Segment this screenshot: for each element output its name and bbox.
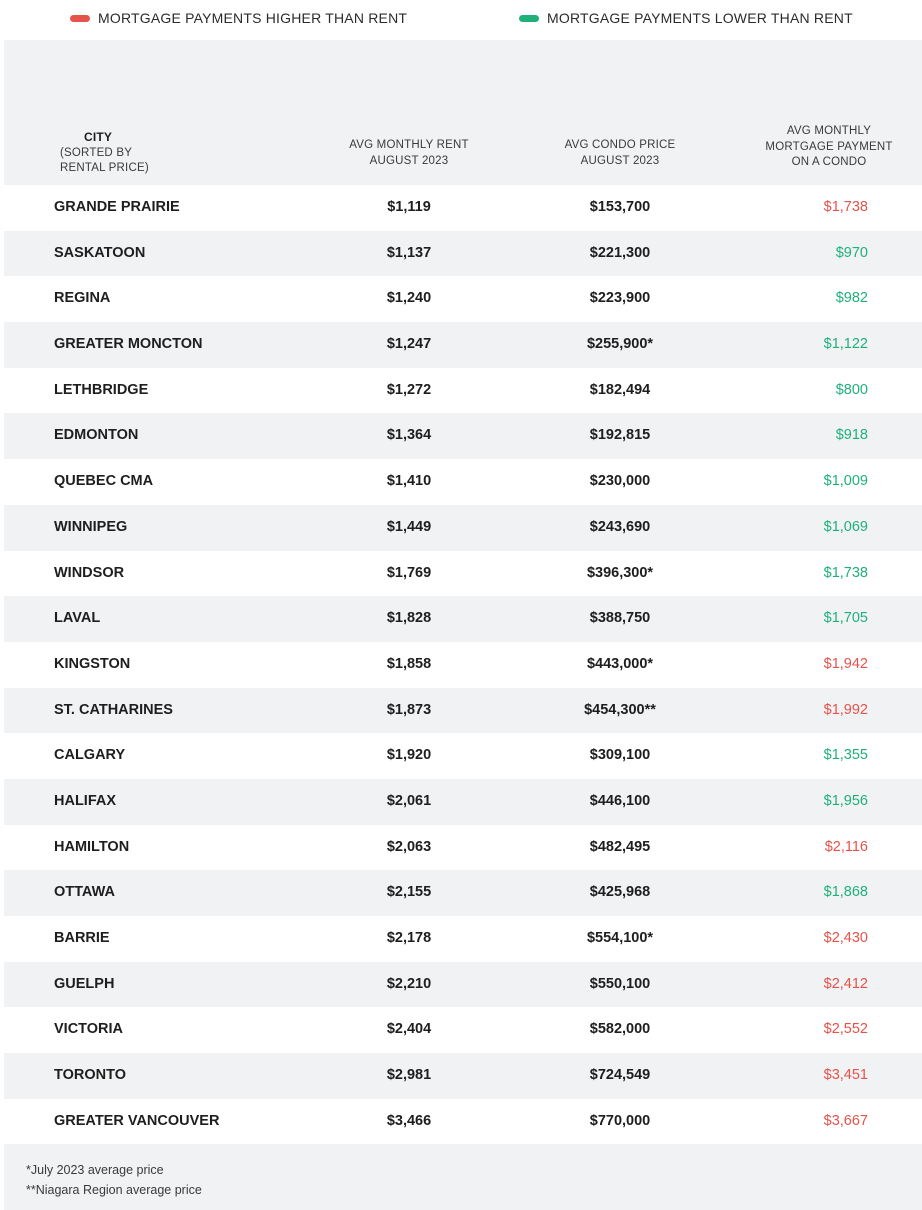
cell-rent: $1,272 (386, 381, 432, 398)
cell-rent: $1,137 (386, 244, 432, 261)
table-row (4, 551, 922, 597)
table-row (4, 185, 922, 231)
legend-item-higher (70, 9, 407, 27)
cell-price: $425,968 (589, 884, 651, 901)
cell-mortgage: $1,069 (823, 518, 868, 535)
cell-price: $554,100* (586, 930, 654, 946)
cell-rent: $2,061 (386, 792, 432, 809)
cell-price: $243,690 (589, 518, 651, 535)
cell-city: KINGSTON (54, 655, 131, 672)
header-city-title: CITY (84, 130, 113, 144)
table-row (4, 459, 922, 505)
cell-city: WINNIPEG (54, 518, 128, 535)
cell-price: $443,000* (586, 655, 654, 672)
cell-price: $770,000 (589, 1112, 651, 1129)
cell-city: WINDSOR (54, 564, 125, 581)
cell-mortgage: $1,705 (823, 610, 868, 627)
header-price-line2: AUGUST 2023 (580, 154, 660, 167)
cell-mortgage: $1,738 (823, 564, 868, 581)
cell-rent: $1,449 (386, 518, 432, 535)
cell-city: REGINA (54, 290, 111, 307)
cell-mortgage: $1,992 (823, 701, 868, 718)
cell-price: $153,700 (589, 199, 651, 215)
table-row (4, 276, 922, 322)
header-rent-line2: AUGUST 2023 (369, 154, 449, 167)
cell-price: $724,549 (589, 1067, 651, 1084)
cell-mortgage: $800 (835, 381, 868, 398)
legend-label-higher: MORTGAGE PAYMENTS HIGHER THAN RENT (98, 10, 408, 26)
cell-rent: $1,873 (386, 701, 432, 718)
cell-rent: $2,404 (386, 1021, 432, 1038)
cell-city: SASKATOON (54, 244, 146, 261)
cell-city: CALGARY (54, 747, 126, 764)
cell-price: $582,000 (589, 1021, 651, 1038)
table-row (4, 505, 922, 551)
cell-price: $221,300 (589, 244, 651, 261)
table-row (4, 642, 922, 688)
table-row (4, 870, 922, 916)
legend-swatch-green (519, 15, 539, 22)
cell-price: $192,815 (589, 427, 651, 444)
cell-mortgage: $1,738 (823, 199, 868, 215)
cell-mortgage: $2,552 (823, 1021, 868, 1038)
header-price (545, 138, 695, 169)
table-row (4, 825, 922, 871)
cell-price: $223,900 (589, 290, 651, 307)
cell-city: GRANDE PRAIRIE (54, 199, 180, 215)
cell-mortgage: $1,868 (823, 884, 868, 901)
cell-mortgage: $970 (835, 244, 868, 261)
table-row (4, 1053, 922, 1099)
cell-price: $454,300** (584, 701, 656, 718)
cell-city: VICTORIA (54, 1021, 124, 1038)
cell-city: LETHBRIDGE (54, 381, 149, 398)
footnote-july: *July 2023 average price (26, 1163, 164, 1177)
cell-mortgage: $3,451 (823, 1067, 868, 1084)
cell-city: OTTAWA (54, 884, 115, 901)
cell-mortgage: $1,355 (823, 747, 868, 764)
cell-price: $230,000 (589, 473, 651, 490)
cell-rent: $1,410 (386, 473, 432, 490)
cell-city: TORONTO (54, 1067, 126, 1084)
table-row (4, 1007, 922, 1053)
legend-swatch-red (70, 15, 90, 22)
cell-mortgage: $1,942 (823, 655, 868, 672)
cell-rent: $1,119 (387, 199, 431, 215)
header-city (60, 130, 149, 177)
cell-rent: $2,210 (386, 975, 432, 992)
cell-rent: $1,364 (386, 427, 432, 444)
table-row (4, 1099, 922, 1145)
table-row (4, 322, 922, 368)
cell-mortgage: $1,122 (823, 336, 868, 353)
cell-city: GREATER VANCOUVER (54, 1112, 220, 1129)
cell-rent: $1,828 (386, 610, 432, 627)
rent-vs-mortgage-table (4, 40, 922, 1144)
cell-price: $396,300* (586, 564, 654, 581)
cell-mortgage: $1,009 (823, 473, 868, 490)
legend-item-lower (519, 9, 853, 27)
table-row (4, 962, 922, 1008)
cell-city: ST. CATHARINES (54, 701, 173, 718)
table-row (4, 596, 922, 642)
header-city-line2: (SORTED BY (60, 146, 133, 159)
header-mortgage-line2: MORTGAGE PAYMENT (765, 140, 893, 153)
header-price-line1: AVG CONDO PRICE (564, 139, 676, 151)
cell-price: $255,900* (586, 336, 654, 353)
cell-rent: $2,981 (386, 1067, 432, 1084)
cell-city: BARRIE (54, 930, 110, 946)
cell-price: $446,100 (589, 792, 651, 809)
header-mortgage (739, 124, 919, 171)
cell-city: QUEBEC CMA (54, 473, 154, 490)
header-mortgage-line3: ON A CONDO (791, 156, 867, 168)
cell-price: $388,750 (589, 610, 651, 627)
header-city-line3: RENTAL PRICE) (60, 162, 149, 174)
cell-rent: $1,920 (386, 747, 432, 764)
cell-price: $309,100 (589, 747, 651, 764)
header-rent (334, 138, 484, 169)
cell-city: GUELPH (54, 975, 115, 992)
cell-mortgage: $2,412 (823, 975, 868, 992)
table-body (4, 185, 922, 1144)
cell-rent: $1,769 (386, 564, 432, 581)
cell-mortgage: $982 (835, 290, 868, 307)
cell-rent: $1,858 (386, 655, 432, 672)
cell-rent: $2,063 (386, 838, 432, 855)
header-mortgage-line1: AVG MONTHLY (786, 125, 872, 137)
cell-rent: $1,240 (386, 290, 432, 307)
cell-rent: $2,155 (386, 884, 432, 901)
cell-rent: $2,178 (386, 930, 432, 946)
cell-city: HALIFAX (54, 792, 117, 809)
table-row (4, 916, 922, 962)
table-row (4, 779, 922, 825)
legend (0, 0, 922, 38)
table-row (4, 733, 922, 779)
cell-mortgage: $2,430 (823, 930, 868, 946)
cell-city: LAVAL (54, 610, 101, 627)
cell-rent: $1,247 (386, 336, 432, 353)
cell-city: GREATER MONCTON (54, 336, 203, 353)
cell-city: HAMILTON (54, 838, 130, 855)
table-header (4, 40, 922, 185)
cell-mortgage: $2,116 (824, 838, 868, 855)
header-rent-line1: AVG MONTHLY RENT (349, 139, 469, 151)
cell-rent: $3,466 (386, 1112, 432, 1129)
table-row (4, 231, 922, 277)
table-row (4, 688, 922, 734)
legend-label-lower: MORTGAGE PAYMENTS LOWER THAN RENT (547, 10, 853, 26)
cell-mortgage: $3,667 (823, 1112, 868, 1129)
cell-price: $182,494 (589, 381, 651, 398)
cell-price: $482,495 (589, 838, 651, 855)
cell-city: EDMONTON (54, 427, 139, 444)
cell-price: $550,100 (589, 975, 651, 992)
table-row (4, 413, 922, 459)
footnotes (4, 1144, 922, 1210)
cell-mortgage: $1,956 (823, 792, 868, 809)
table-row (4, 368, 922, 414)
cell-mortgage: $918 (835, 427, 868, 444)
footnote-niagara: **Niagara Region average price (26, 1183, 202, 1197)
